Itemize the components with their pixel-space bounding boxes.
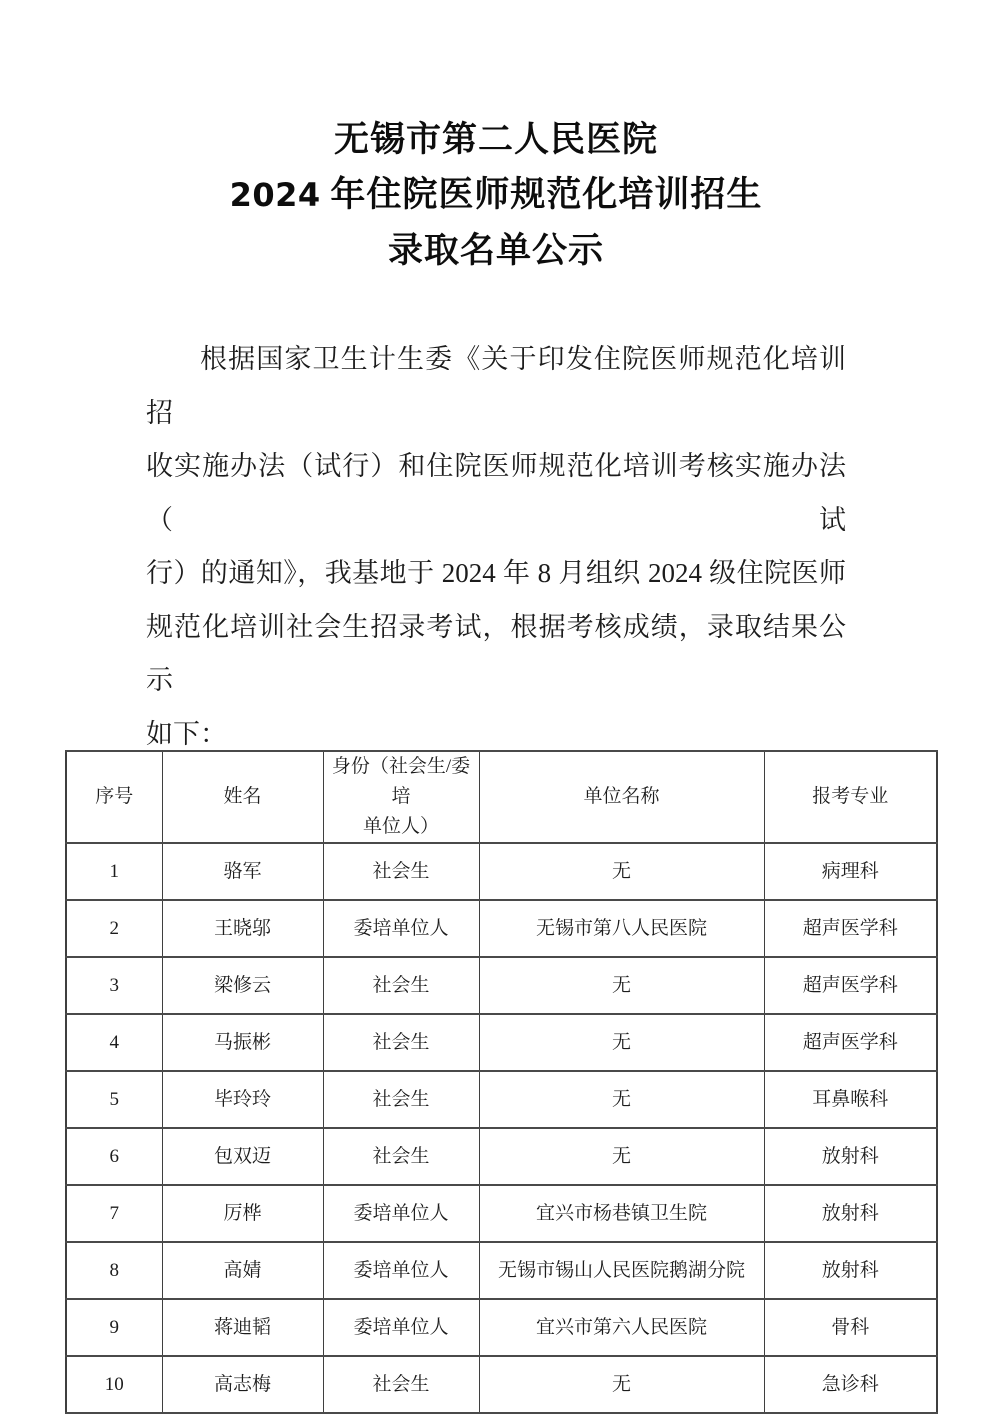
cell-unit: 无 xyxy=(479,843,764,900)
table-row xyxy=(66,1356,937,1413)
cell-major: 放射科 xyxy=(764,1242,937,1299)
table-row xyxy=(66,843,937,900)
cell-index: 6 xyxy=(66,1128,162,1185)
cell-index: 1 xyxy=(66,843,162,900)
title-line-announcement: 录取名单公示 xyxy=(387,231,604,270)
cell-index: 5 xyxy=(66,1071,162,1128)
paragraph-line: 行）的通知》，我基地于 2024 年 8 月组织 2024 级住院医师 xyxy=(146,558,846,588)
cell-name: 厉桦 xyxy=(162,1185,323,1242)
title-line-program xyxy=(0,167,992,223)
column-header-identity xyxy=(323,751,479,843)
cell-name: 高婧 xyxy=(162,1242,323,1299)
cell-major: 放射科 xyxy=(764,1128,937,1185)
cell-identity: 社会生 xyxy=(323,1128,479,1185)
cell-unit: 无 xyxy=(479,1128,764,1185)
paragraph-line: 根据国家卫生计生委《关于印发住院医师规范化培训招 xyxy=(146,344,846,428)
table-row xyxy=(66,1014,937,1071)
cell-name: 梁修云 xyxy=(162,957,323,1014)
cell-unit: 无锡市锡山人民医院鹅湖分院 xyxy=(479,1242,764,1299)
table-row xyxy=(66,1242,937,1299)
cell-unit: 无锡市第八人民医院 xyxy=(479,900,764,957)
admission-table xyxy=(65,750,938,1414)
paragraph-line: 收实施办法（试行）和住院医师规范化培训考核实施办法（试 xyxy=(146,451,846,535)
column-header-identity-line1: 身份（社会生/委培 xyxy=(331,756,471,807)
cell-unit: 无 xyxy=(479,1014,764,1071)
announcement-paragraph xyxy=(146,333,846,761)
header-row xyxy=(66,751,937,843)
cell-identity: 委培单位人 xyxy=(323,1242,479,1299)
cell-major: 超声医学科 xyxy=(764,900,937,957)
cell-unit: 无 xyxy=(479,1071,764,1128)
column-header-major: 报考专业 xyxy=(764,751,937,843)
paragraph-line: 如下： xyxy=(146,718,227,749)
cell-index: 10 xyxy=(66,1356,162,1413)
cell-index: 8 xyxy=(66,1242,162,1299)
cell-name: 马振彬 xyxy=(162,1014,323,1071)
column-header-index: 序号 xyxy=(66,751,162,843)
column-header-identity-line2: 单位人） xyxy=(362,816,439,837)
cell-name: 蒋迪韬 xyxy=(162,1299,323,1356)
table-row xyxy=(66,1185,937,1242)
cell-index: 4 xyxy=(66,1014,162,1071)
admission-table-head xyxy=(66,751,937,843)
cell-major: 放射科 xyxy=(764,1185,937,1242)
cell-major: 超声医学科 xyxy=(764,1014,937,1071)
cell-major: 超声医学科 xyxy=(764,957,937,1014)
cell-unit: 无 xyxy=(479,1356,764,1413)
table-row xyxy=(66,900,937,957)
title-line-program-text: 年住院医师规范化培训招生 xyxy=(320,175,763,214)
cell-index: 9 xyxy=(66,1299,162,1356)
cell-major: 急诊科 xyxy=(764,1356,937,1413)
table-row xyxy=(66,1128,937,1185)
title-year: 2024 xyxy=(229,176,321,214)
column-header-unit: 单位名称 xyxy=(479,751,764,843)
cell-index: 3 xyxy=(66,957,162,1014)
cell-identity: 社会生 xyxy=(323,1356,479,1413)
cell-major: 耳鼻喉科 xyxy=(764,1071,937,1128)
cell-identity: 社会生 xyxy=(323,1014,479,1071)
title-line-hospital: 无锡市第二人民医院 xyxy=(333,120,658,159)
table-row xyxy=(66,1071,937,1128)
cell-unit: 宜兴市第六人民医院 xyxy=(479,1299,764,1356)
cell-major: 病理科 xyxy=(764,843,937,900)
column-header-name: 姓名 xyxy=(162,751,323,843)
admission-table-body xyxy=(66,843,937,1413)
cell-major: 骨科 xyxy=(764,1299,937,1356)
table-row xyxy=(66,957,937,1014)
table-row xyxy=(66,1299,937,1356)
paragraph-line: 规范化培训社会生招录考试，根据考核成绩，录取结果公示 xyxy=(146,611,846,695)
cell-name: 包双迈 xyxy=(162,1128,323,1185)
cell-index: 2 xyxy=(66,900,162,957)
cell-identity: 社会生 xyxy=(323,843,479,900)
cell-identity: 委培单位人 xyxy=(323,1299,479,1356)
cell-identity: 委培单位人 xyxy=(323,900,479,957)
document-title xyxy=(0,0,992,278)
cell-identity: 社会生 xyxy=(323,1071,479,1128)
cell-name: 骆军 xyxy=(162,843,323,900)
cell-index: 7 xyxy=(66,1185,162,1242)
cell-unit: 宜兴市杨巷镇卫生院 xyxy=(479,1185,764,1242)
cell-name: 高志梅 xyxy=(162,1356,323,1413)
cell-unit: 无 xyxy=(479,957,764,1014)
cell-identity: 社会生 xyxy=(323,957,479,1014)
cell-name: 毕玲玲 xyxy=(162,1071,323,1128)
cell-name: 王晓邬 xyxy=(162,900,323,957)
cell-identity: 委培单位人 xyxy=(323,1185,479,1242)
